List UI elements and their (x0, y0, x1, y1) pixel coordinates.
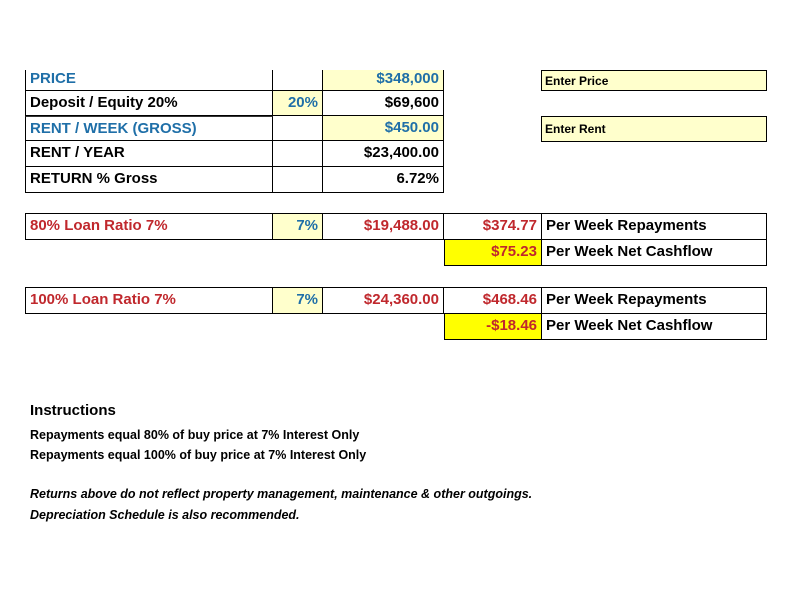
loan-100-rate[interactable]: 7% (273, 287, 323, 314)
instructions-title: Instructions (30, 402, 116, 419)
loan-80-net-cashflow: $75.23 (444, 240, 542, 266)
instructions-line-2: Repayments equal 100% of buy price at 7% Interest Only (30, 448, 367, 462)
loan-80-rate[interactable]: 7% (273, 213, 323, 240)
loan-100-label: 100% Loan Ratio 7% (25, 287, 273, 314)
return-gross-pct (273, 167, 323, 193)
loan-80-label: 80% Loan Ratio 7% (25, 213, 273, 240)
return-gross-value: 6.72% (323, 167, 444, 193)
rent-week-pct (273, 116, 323, 141)
loan-100-net-cashflow: -$18.46 (444, 314, 542, 340)
loan-80-annual: $19,488.00 (323, 213, 444, 240)
loan-100-net-cashflow-label: Per Week Net Cashflow (542, 314, 767, 340)
rent-week-label: RENT / WEEK (GROSS) (25, 116, 273, 141)
enter-rent-box[interactable]: Enter Rent (541, 116, 767, 142)
rent-year-label: RENT / YEAR (25, 141, 273, 167)
loan-100-weekly-repayment-label: Per Week Repayments (542, 287, 767, 314)
price-value[interactable]: $348,000 (323, 70, 444, 91)
loan-80-weekly-repayment: $374.77 (444, 213, 542, 240)
price-pct (273, 70, 323, 91)
loan-100-weekly-repayment: $468.46 (444, 287, 542, 314)
loan-80-net-cashflow-label: Per Week Net Cashflow (542, 240, 767, 266)
loan-100-annual: $24,360.00 (323, 287, 444, 314)
deposit-pct[interactable]: 20% (273, 91, 323, 116)
rent-year-pct (273, 141, 323, 167)
rent-week-value[interactable]: $450.00 (323, 116, 444, 141)
loan-80-weekly-repayment-label: Per Week Repayments (542, 213, 767, 240)
return-gross-label: RETURN % Gross (25, 167, 273, 193)
enter-price-box[interactable]: Enter Price (541, 70, 767, 91)
deposit-label: Deposit / Equity 20% (25, 91, 273, 116)
note-line-1: Returns above do not reflect property management, maintenance & other outgoings. (30, 487, 533, 501)
note-line-2: Depreciation Schedule is also recommended. (30, 508, 300, 522)
price-label: PRICE (25, 70, 273, 91)
instructions-line-1: Repayments equal 80% of buy price at 7% Interest Only (30, 428, 360, 442)
deposit-value: $69,600 (323, 91, 444, 116)
rent-year-value: $23,400.00 (323, 141, 444, 167)
